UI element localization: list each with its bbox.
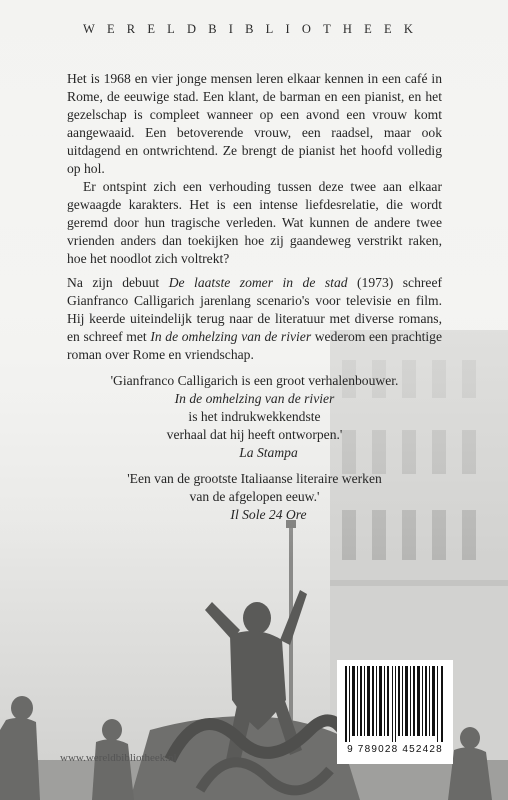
- quote-1-line-2: [67, 390, 442, 426]
- bio-text-a: Na zijn debuut: [67, 275, 169, 290]
- quote-1-line-3: verhaal dat hij heeft ontworpen.': [166, 427, 343, 442]
- quote-2-source-name: Il Sole 24 Ore: [230, 507, 307, 522]
- author-bio: [67, 274, 442, 364]
- review-quote-2: [67, 470, 442, 524]
- quote-1-source: [95, 444, 442, 462]
- quote-1-line-1: 'Gianfranco Calligarich is een groot verhalenbouwer.: [110, 373, 399, 388]
- quote-2-line-2: van de afgelopen eeuw.': [189, 489, 320, 504]
- review-quote-1: [67, 372, 442, 462]
- blurb-paragraph-2: Er ontspint zich een verhouding tussen deze twee aan elkaar gewaagde karakters. Het is een intense liefdesrelatie, die wordt geremd door hun tragische verleden. Wat kunnen de andere twee vrienden anders dan toekijken hoe zij gaandeweg verstrikt raken, hoe het noodlot zich voltrekt?: [67, 179, 442, 266]
- bio-book-title-1: De laatste zomer in de stad: [168, 275, 348, 290]
- barcode-bars: [337, 660, 453, 744]
- blurb-intro: [67, 70, 442, 268]
- bio-text-b: (1973) schreef Gianfranco Calligarich jarenlang scenario's voor televisie en film. Hij keerde uiteindelijk terug naar de literatuur met diverse romans, en schreef met: [67, 275, 443, 344]
- quote-1-source-name: La Stampa: [239, 445, 298, 460]
- bio-book-title-2: In de omhelzing van de rivier: [150, 329, 312, 344]
- blurb-paragraph-1: Het is 1968 en vier jonge mensen leren elkaar kennen in een café in Rome, de eeuwige stad. Een klant, de barman en een pianist, en het gezelschap is compleet wanneer op een avond een vrouw komt aangewaaid. Een betoverende vrouw, een raadsel, maar ook uitdagend en ontwrichtend. Ze brengt de pianist het hoofd volledig op hol.: [67, 71, 442, 176]
- barcode: [337, 660, 453, 764]
- isbn-number: 9 789028 452428: [347, 744, 443, 755]
- blurb-paragraph-3: [67, 274, 442, 364]
- publisher-name: WERELDBIBLIOTHEEK: [82, 22, 426, 36]
- quote-2-source: [95, 506, 442, 524]
- quote-1-line-2-rest: is het indrukwekkendste: [188, 409, 321, 424]
- quote-1-book-title: In de omhelzing van de rivier: [174, 391, 335, 406]
- quote-2-line-1: 'Een van de grootste Italiaanse literaire werken: [127, 471, 382, 486]
- bio-text-c: wederom een prachtige roman over Rome en vriendschap.: [67, 329, 442, 362]
- publisher-url: www.wereldbibliotheek.nl: [60, 752, 177, 764]
